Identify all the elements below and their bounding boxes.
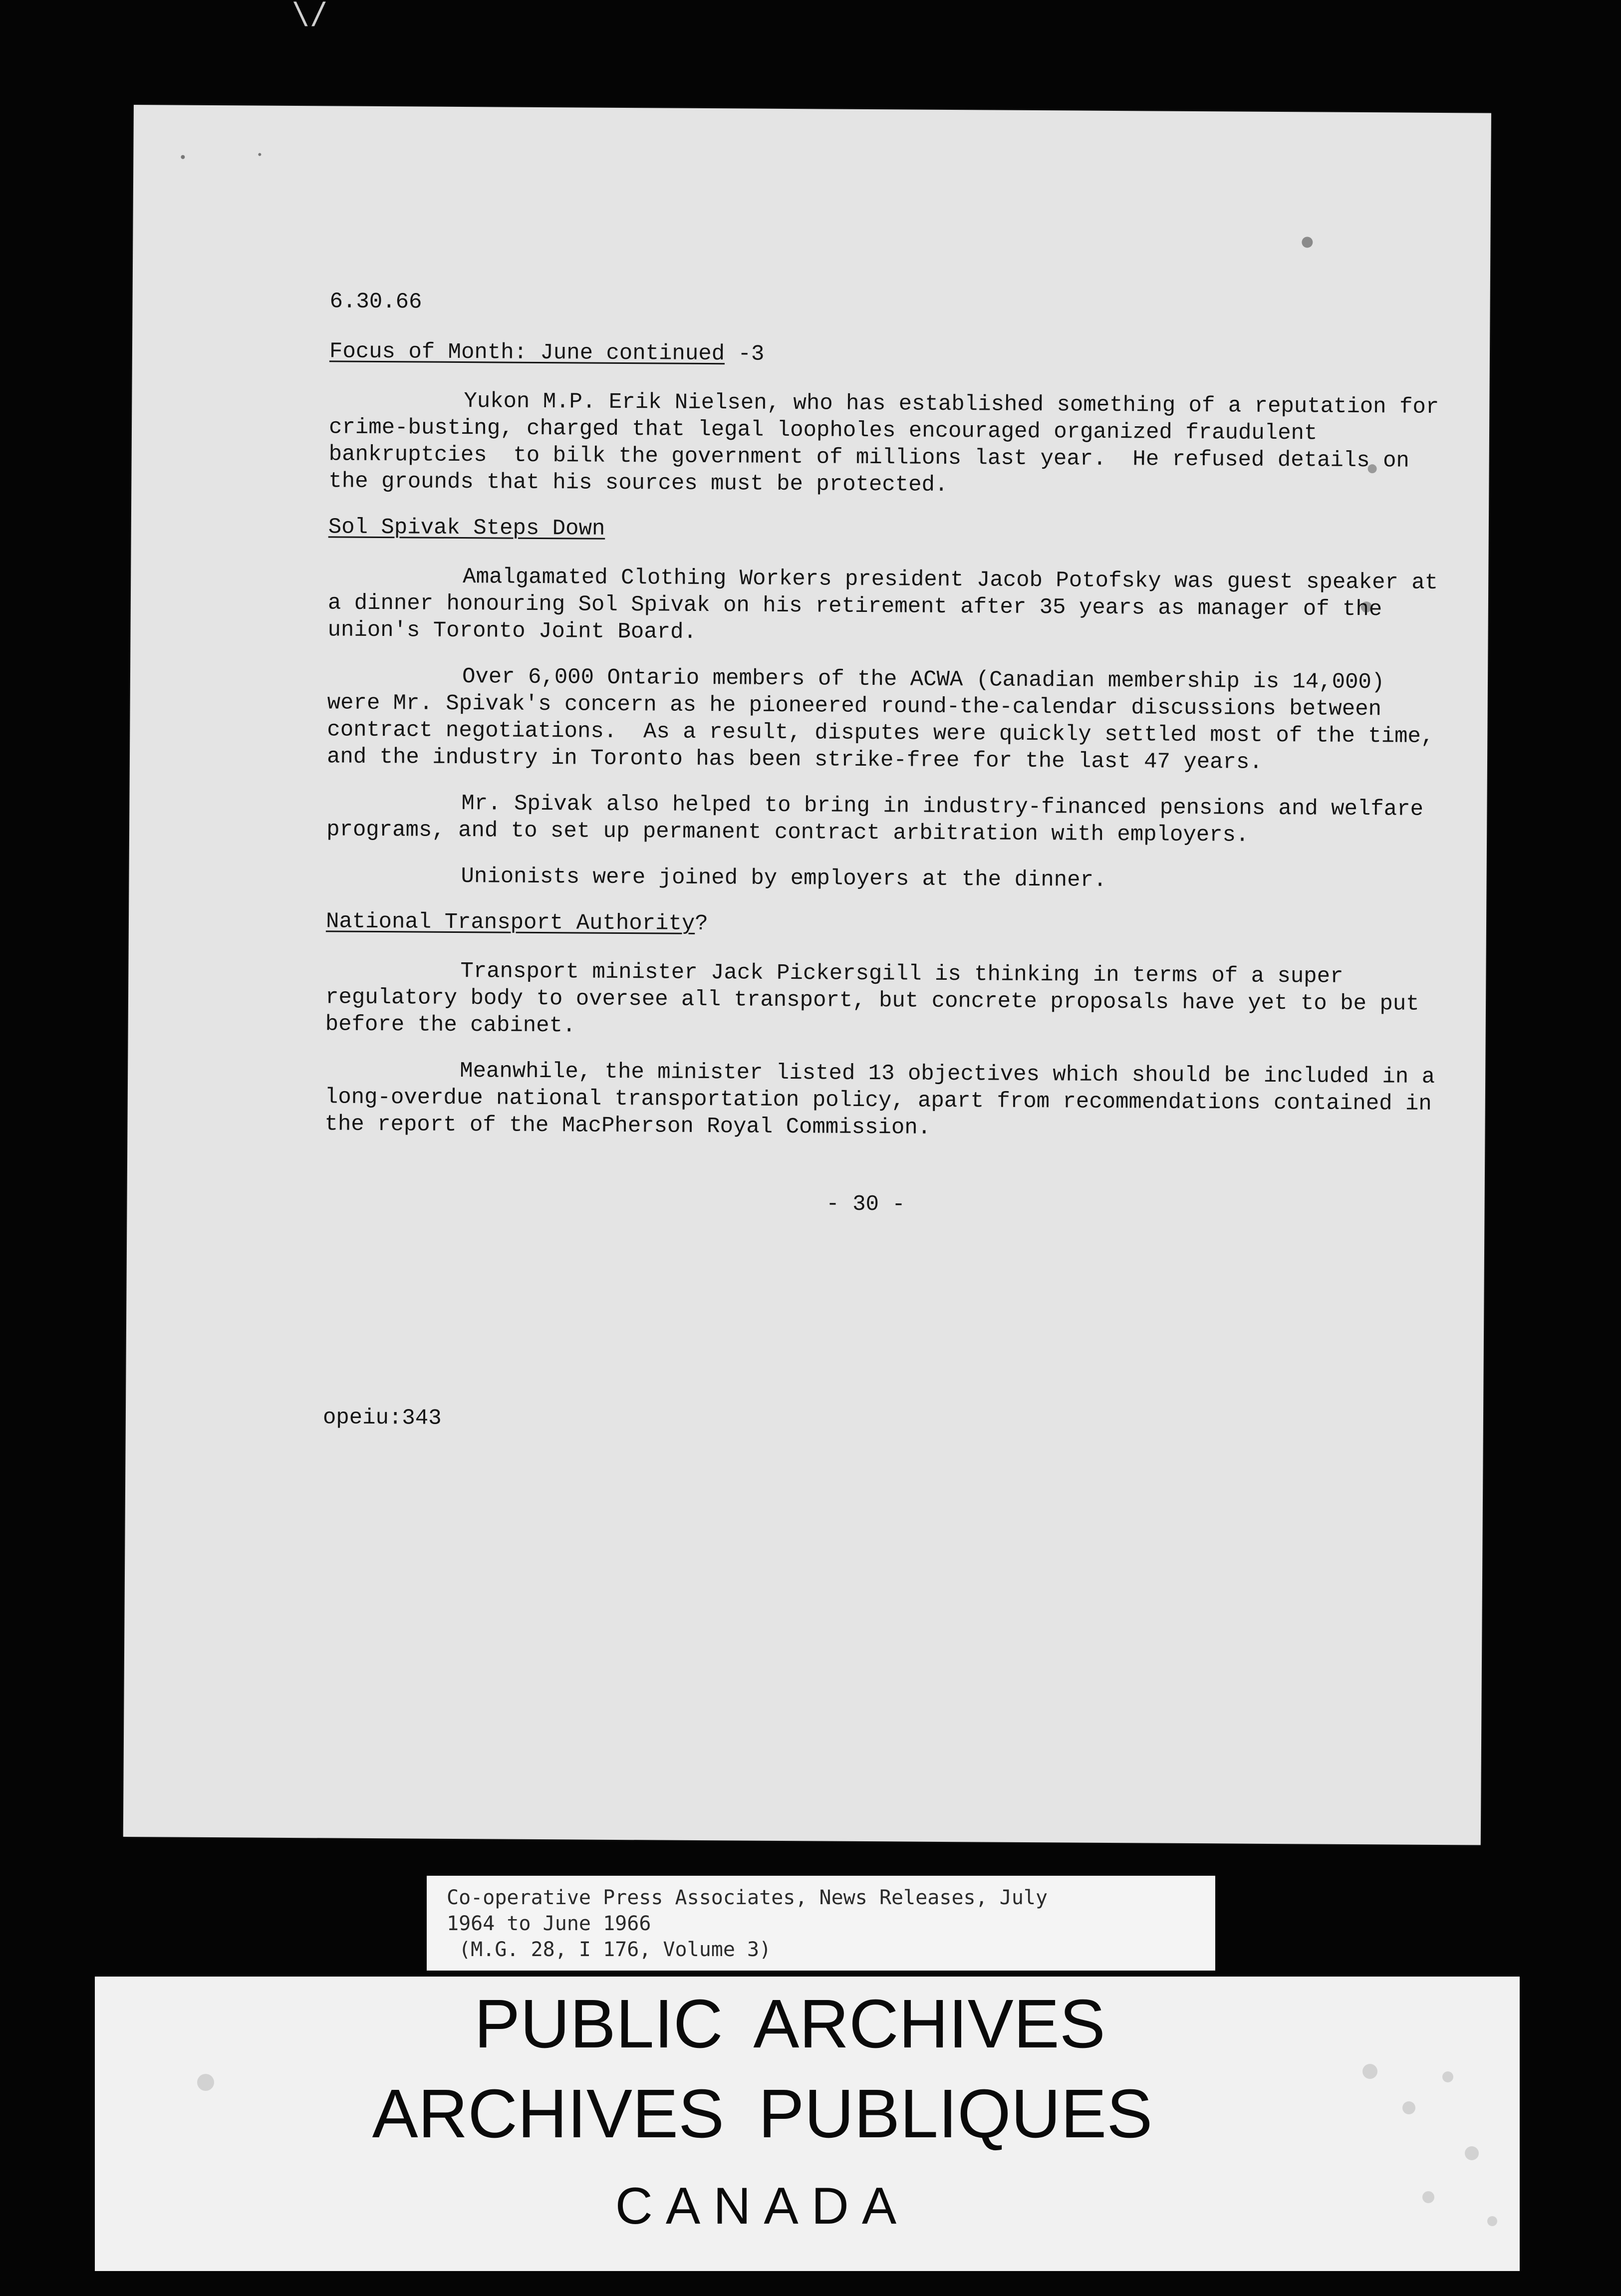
stamp-line-public-archives: PUBLIC ARCHIVES bbox=[474, 1986, 1105, 2062]
page-number: - 30 - bbox=[826, 1191, 905, 1217]
document-date: 6.30.66 bbox=[329, 289, 422, 315]
paragraph: Over 6,000 Ontario members of the ACWA (Canadian membership is 14,000) were Mr. Spivak's concern as he pioneered round-the-calendar discussions between contract negotiations. As a result, disputes were quickly settled most of the time, and the industry in Toronto has been strike-free for the last 47 years. bbox=[326, 664, 1447, 775]
paragraph: Amalgamated Clothing Workers president Jacob Potofsky was guest speaker at a dinner honouring Sol Spivak on his retirement after 35 years as manager of the union's Toronto Joint Board. bbox=[327, 565, 1451, 645]
stamp-line-canada: CANADA bbox=[615, 2177, 910, 2235]
section-heading-transport-text: National Transport Authority bbox=[325, 909, 695, 936]
section-heading-focus bbox=[329, 338, 1442, 372]
page-speck bbox=[1302, 237, 1313, 248]
section-heading-spivak bbox=[328, 514, 1441, 548]
paragraph: Meanwhile, the minister listed 13 objectives which should be included in a long-overdue national transportation policy, apart from recommendations contained in the report of the MacPherson Royal Commission. bbox=[324, 1059, 1448, 1141]
archive-citation-line: (M.G. 28, I 176, Volume 3) bbox=[447, 1938, 772, 1961]
document-page bbox=[123, 105, 1491, 1845]
section-heading-transport-suffix: ? bbox=[695, 911, 708, 937]
paragraph: Yukon M.P. Erik Nielsen, who has established something of a reputation for crime-busting, charged that legal loopholes encouraged organized fraudulent bankruptcies to bilk the government of millions last year. He refused details on the grounds that his sources must be protected. bbox=[328, 389, 1452, 498]
archive-citation-line: Co-operative Press Associates, News Releases, July bbox=[447, 1886, 1048, 1909]
stamp-line-archives-publiques: ARCHIVES PUBLIQUES bbox=[372, 2075, 1153, 2152]
paragraph: Mr. Spivak also helped to bring in industry-financed pensions and welfare programs, and to set up permanent contract arbitration with employers. bbox=[326, 791, 1437, 848]
page-speck bbox=[258, 153, 261, 156]
archive-citation-label bbox=[427, 1876, 1215, 1971]
footer-code: opeiu:343 bbox=[322, 1405, 442, 1431]
section-heading-focus-text: Focus of Month: June continued bbox=[329, 339, 725, 367]
section-heading-spivak-text: Sol Spivak Steps Down bbox=[328, 515, 605, 542]
archives-stamp bbox=[95, 1977, 1520, 2271]
section-heading-transport bbox=[326, 908, 1439, 942]
film-edge-mark: \/ bbox=[292, 0, 328, 31]
archive-citation-line: 1964 to June 1966 bbox=[447, 1912, 651, 1935]
page-speck bbox=[181, 155, 185, 159]
document-body bbox=[322, 288, 1452, 1457]
paragraph: Unionists were joined by employers at the dinner. bbox=[461, 864, 1107, 893]
section-heading-focus-suffix: -3 bbox=[724, 341, 765, 367]
paragraph: Transport minister Jack Pickersgill is thinking in terms of a super regulatory body to oversee all transport, but concrete proposals have yet to be put before the cabinet. bbox=[325, 959, 1433, 1039]
